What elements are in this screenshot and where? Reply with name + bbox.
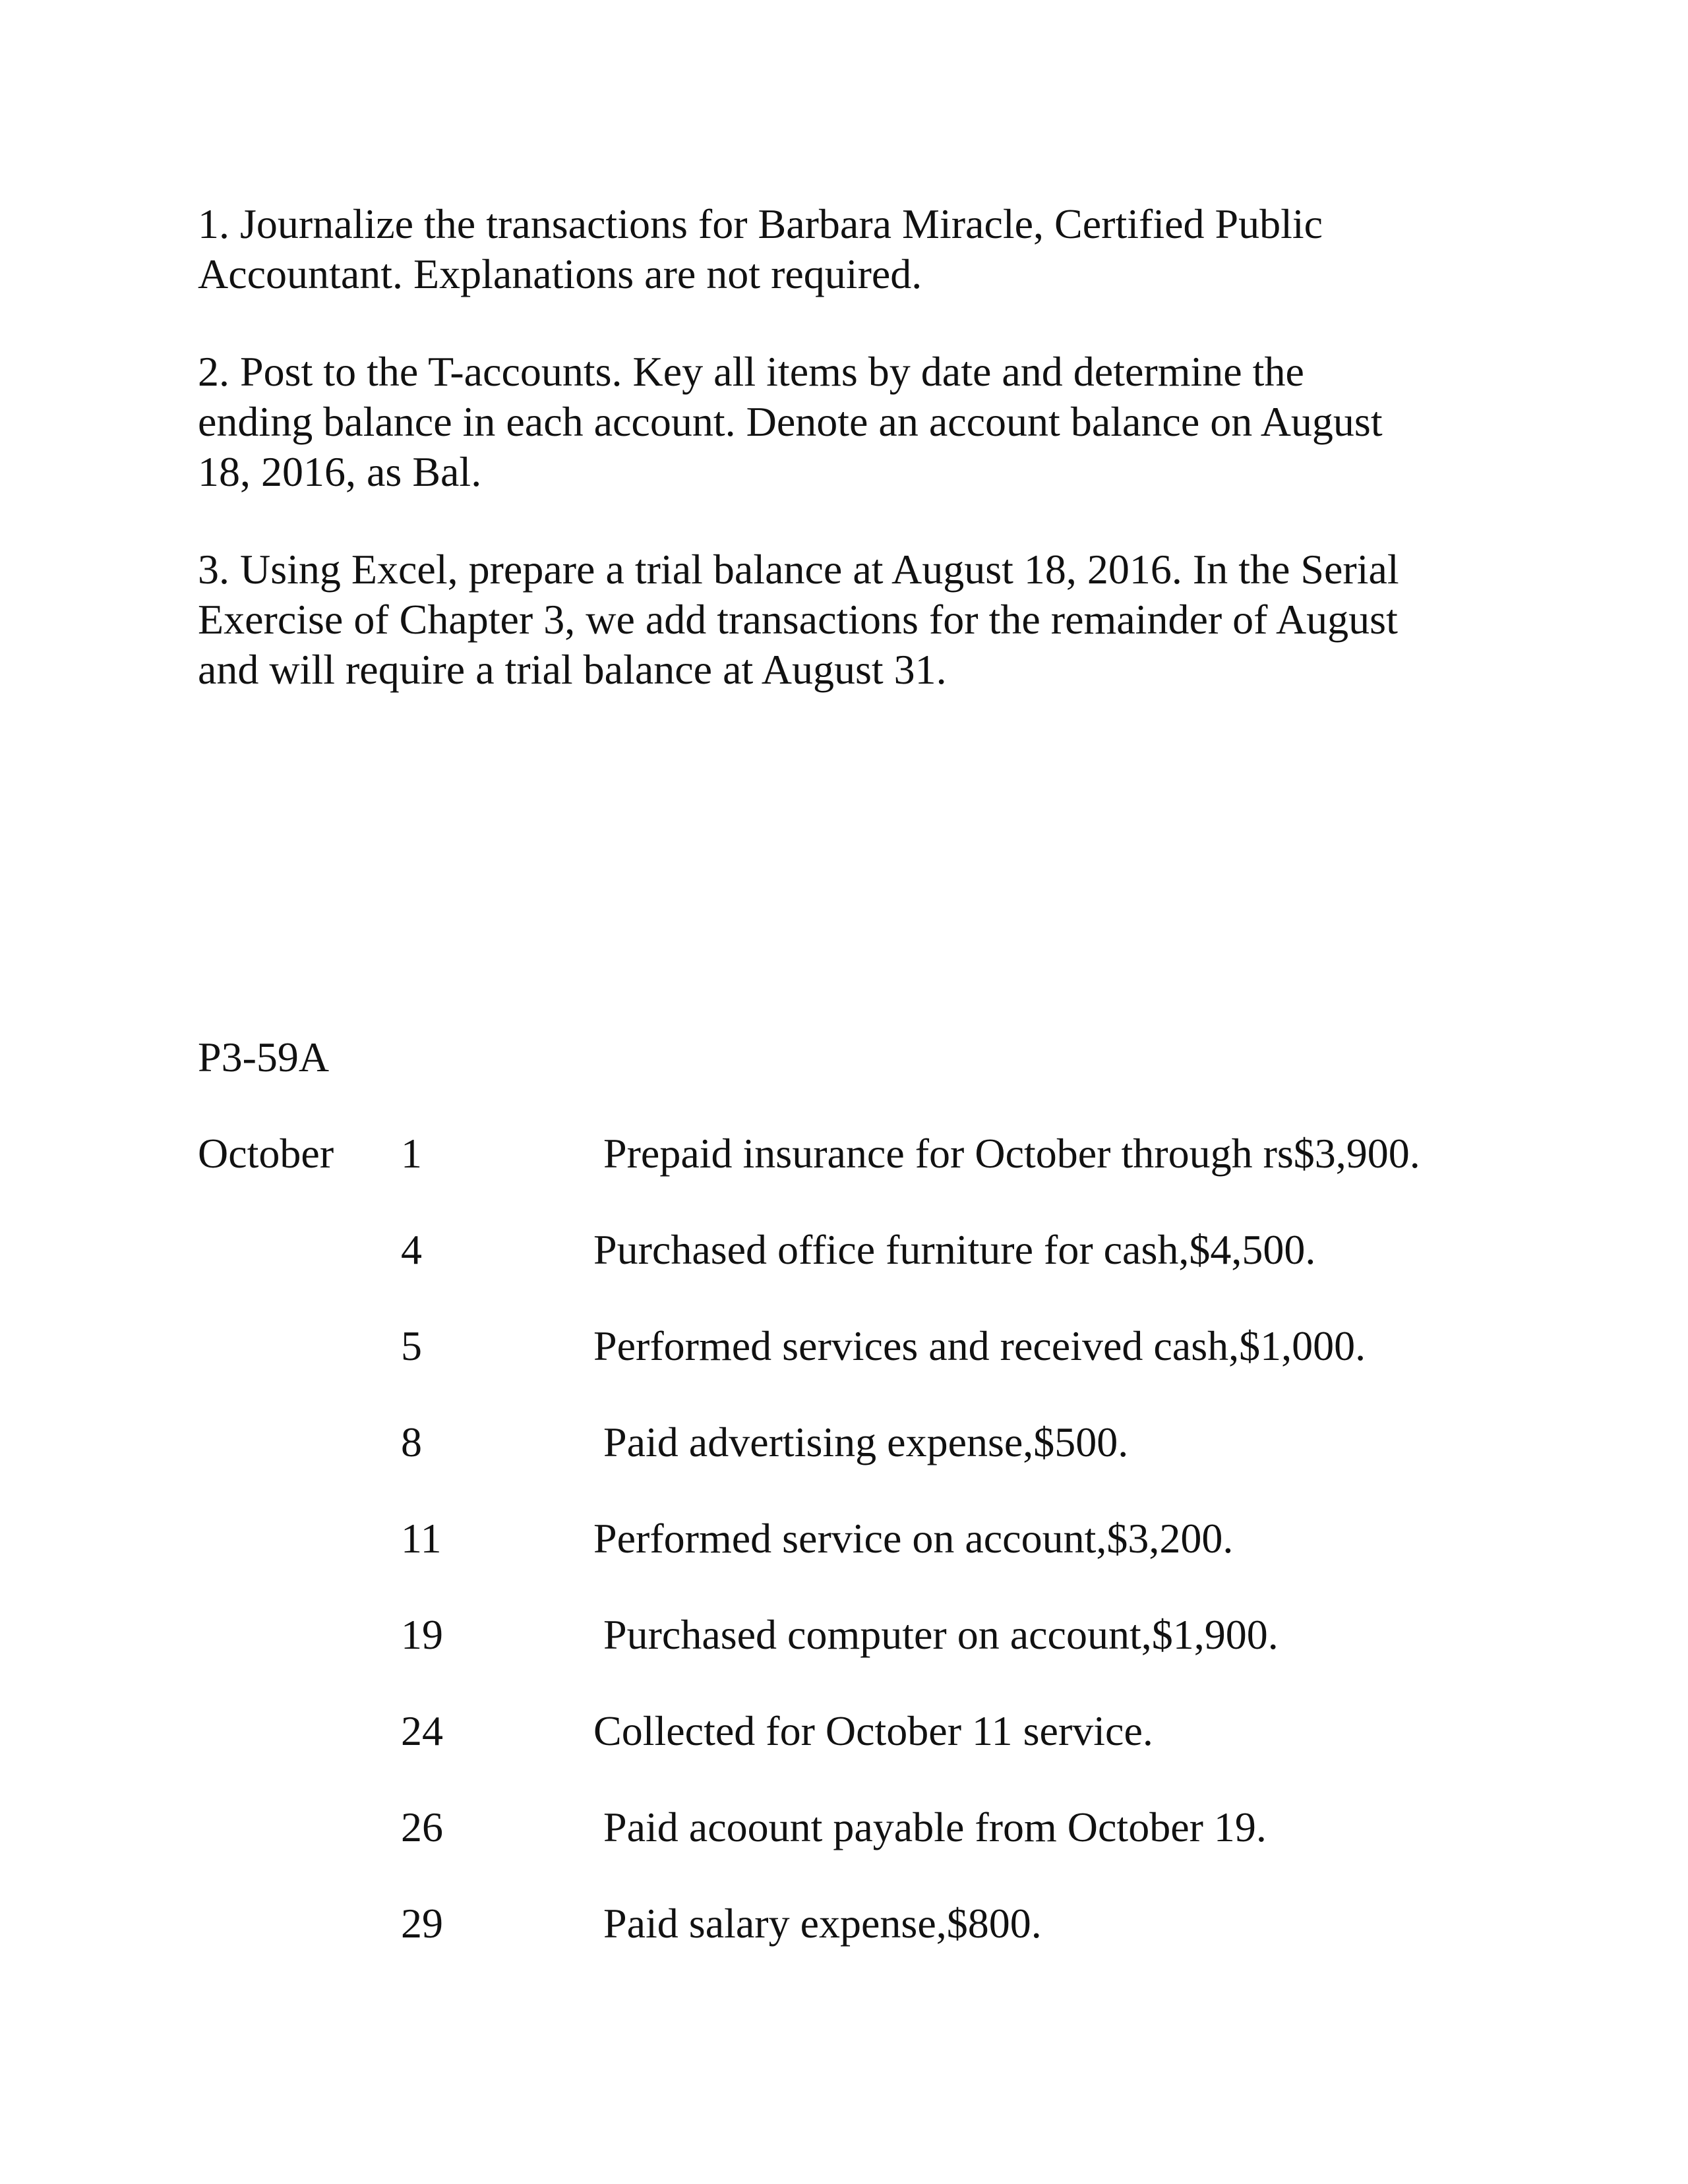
- transaction-description: Paid advertising expense,$500.: [603, 1419, 1129, 1465]
- transaction-row: [0, 1706, 1688, 1759]
- instruction-line: and will require a trial balance at August 31.: [198, 646, 947, 693]
- transaction-row: [0, 1802, 1688, 1855]
- transaction-month: October: [198, 1130, 334, 1177]
- instruction-line: 1. Journalize the transactions for Barbara Miracle, Certified Public: [198, 200, 1323, 247]
- instruction-line: Exercise of Chapter 3, we add transactions for the remainder of August: [198, 596, 1398, 643]
- transaction-row: [0, 1610, 1688, 1663]
- transaction-description: Prepaid insurance for October through rs$3,900.: [603, 1130, 1420, 1177]
- instruction-1: [198, 199, 1517, 299]
- transaction-day: 24: [401, 1707, 443, 1754]
- instruction-2: [198, 347, 1517, 497]
- transaction-description: Purchased office furniture for cash,$4,500.: [593, 1226, 1316, 1273]
- transaction-row: [0, 1514, 1688, 1566]
- transaction-row: [0, 1899, 1688, 1951]
- instruction-line: 18, 2016, as Bal.: [198, 448, 482, 495]
- transaction-description: Paid salary expense,$800.: [603, 1900, 1042, 1947]
- transaction-day: 4: [401, 1226, 422, 1273]
- transaction-row: [0, 1225, 1688, 1278]
- instruction-line: 2. Post to the T-accounts. Key all items by date and determine the: [198, 348, 1304, 395]
- transaction-description: Paid acoount payable from October 19.: [603, 1804, 1267, 1850]
- transaction-day: 8: [401, 1419, 422, 1465]
- transaction-description: Performed service on account,$3,200.: [593, 1515, 1234, 1562]
- transaction-day: 1: [401, 1130, 422, 1177]
- transaction-day: 11: [401, 1515, 442, 1562]
- transaction-row: [0, 1321, 1688, 1374]
- transaction-day: 5: [401, 1322, 422, 1369]
- transaction-day: 29: [401, 1900, 443, 1947]
- transaction-description: Performed services and received cash,$1,000.: [593, 1322, 1366, 1369]
- instruction-line: ending balance in each account. Denote an account balance on August: [198, 398, 1383, 445]
- transaction-day: 19: [401, 1611, 443, 1658]
- instruction-3: [198, 545, 1517, 695]
- problem-id: P3-59A: [198, 1034, 330, 1080]
- instruction-line: 3. Using Excel, prepare a trial balance at August 18, 2016. In the Serial: [198, 546, 1399, 593]
- transaction-description: Purchased computer on account,$1,900.: [603, 1611, 1279, 1658]
- transaction-row: [0, 1129, 1688, 1181]
- transaction-row: [0, 1417, 1688, 1470]
- transaction-description: Collected for October 11 service.: [593, 1707, 1153, 1754]
- instruction-line: Accountant. Explanations are not required.: [198, 251, 922, 297]
- transaction-day: 26: [401, 1804, 443, 1850]
